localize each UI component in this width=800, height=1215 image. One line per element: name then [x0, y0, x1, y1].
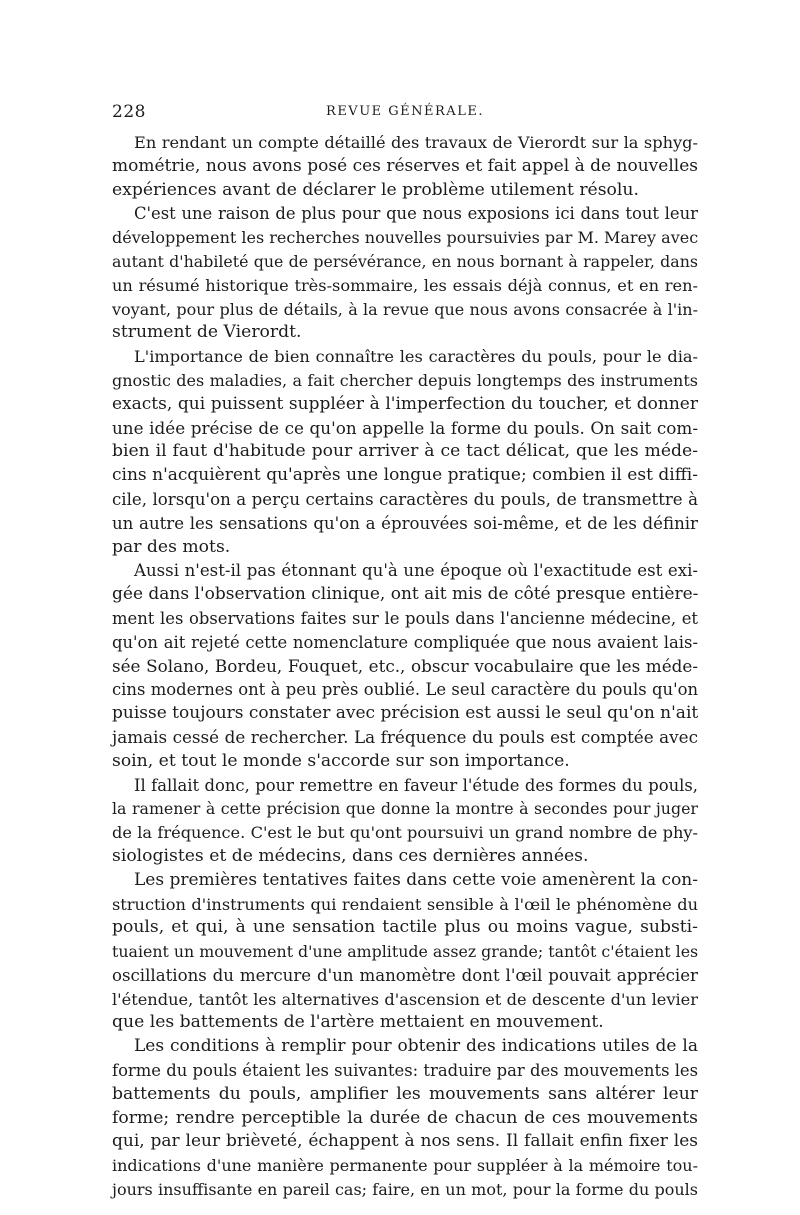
paragraph — [112, 869, 698, 1036]
text-line: L'importance de bien connaître les caractères du pouls, pour le dia- — [134, 347, 698, 367]
text-line: forme du pouls étaient les suivantes: traduire par des mouvements les — [112, 1061, 699, 1081]
text-line: autant d'habileté que de persévérance, en nous bornant à rappeler, dans — [112, 251, 698, 271]
text-line: de la fréquence. C'est le but qu'ont poursuivi un grand nombre de phy- — [112, 823, 698, 843]
text-line: qui, par leur brièveté, échappent à nos sens. Il fallait enfin fixer les — [112, 1131, 698, 1152]
text-line: jours insuffisante en pareil cas; faire, en un mot, pour la forme du pouls — [112, 1180, 698, 1200]
text-line: strument de Vierordt. — [112, 322, 302, 343]
page-number: 228 — [112, 102, 146, 122]
text-line: Les conditions à remplir pour obtenir des indications utiles de la — [134, 1036, 698, 1057]
text-line: indications d'une manière permanente pour suppléer à la mémoire tou- — [112, 1156, 698, 1176]
text-line: qu'on ait rejeté cette nomenclature compliquée que nous avaient lais- — [112, 632, 698, 652]
text-line: gnostic des maladies, a fait chercher depuis longtemps des instruments — [112, 370, 698, 390]
text-line: une idée précise de ce qu'on appelle la forme du pouls. On sait com- — [112, 417, 698, 438]
text-line: Il fallait donc, pour remettre en faveur l'étude des formes du pouls, — [134, 775, 698, 795]
text-line: mométrie, nous avons posé ces réserves et fait appel à de nouvelles — [112, 155, 698, 176]
text-line: C'est une raison de plus pour que nous exposions ici dans tout leur — [134, 204, 698, 224]
text-line: que les battements de l'artère mettaient en mouvement. — [112, 1012, 604, 1033]
text-line: exacts, qui puissent suppléer à l'imperfection du toucher, et donner — [112, 393, 698, 414]
paragraph — [112, 559, 698, 773]
text-line: Aussi n'est-il pas étonnant qu'à une époque où l'exactitude est exi- — [134, 561, 698, 581]
text-line: forme; rendre perceptible la durée de chacun de ces mouvements — [112, 1107, 698, 1128]
text-line: cins modernes ont à peu près oublié. Le seul caractère du pouls qu'on — [112, 680, 698, 700]
paragraph — [112, 345, 698, 559]
text-line: par des mots. — [112, 536, 231, 557]
text-line: l'étendue, tantôt les alternatives d'ascension et de descente d'un levier — [112, 989, 698, 1009]
text-line: expériences avant de déclarer le problème utilement résolu. — [112, 179, 639, 200]
text-line: puisse toujours constater avec précision est aussi le seul qu'on n'ait — [112, 703, 699, 724]
text-line: Les premières tentatives faites dans cette voie amenèrent la con- — [134, 869, 698, 890]
body-text — [112, 131, 698, 1202]
paragraph — [112, 774, 698, 869]
text-line: la ramener à cette précision que donne la montre à secondes pour juger — [112, 799, 698, 819]
paragraph — [112, 1035, 698, 1202]
text-line: cile, lorsqu'on a perçu certains caractères du pouls, de transmettre à — [112, 489, 698, 509]
text-line: un résumé historique très-sommaire, les essais déjà connus, et en ren- — [112, 275, 698, 295]
text-line: gée dans l'observation clinique, ont ait mis de côté presque entière- — [112, 584, 699, 605]
text-line: soin, et tout le monde s'accorde sur son importance. — [112, 750, 570, 771]
text-line: struction d'instruments qui rendaient sensible à l'œil le phénomène du — [112, 894, 698, 914]
text-line: voyant, pour plus de détails, à la revue que nous avons consacrée à l'in- — [112, 299, 698, 319]
text-line: un autre les sensations qu'on a éprouvées soi-même, et de les définir — [112, 513, 698, 533]
text-line: En rendant un compte détaillé des travaux de Vierordt sur la sphyg- — [134, 133, 698, 152]
paragraph — [112, 202, 698, 345]
paragraph — [112, 131, 698, 202]
text-line: jamais cessé de rechercher. La fréquence du pouls est comptée avec — [112, 726, 698, 747]
text-line: tuaient un mouvement d'une amplitude assez grande; tantôt c'étaient les — [112, 942, 699, 962]
running-head — [112, 102, 698, 126]
text-line: sée Solano, Bordeu, Fouquet, etc., obscur vocabulaire que les méde- — [112, 655, 698, 676]
text-line: cins n'acquièrent qu'après une longue pratique; combien il est diffi- — [112, 465, 698, 486]
text-line: ment les observations faites sur le pouls dans l'ancienne médecine, et — [112, 608, 698, 628]
text-line: bien il faut d'habitude pour arriver à ce tact délicat, que les méde- — [112, 441, 698, 462]
text-line: pouls, et qui, à une sensation tactile plus ou moins vague, substi- — [112, 917, 698, 938]
text-line: développement les recherches nouvelles poursuivies par M. Marey avec — [112, 228, 699, 248]
text-line: oscillations du mercure d'un manomètre dont l'œil pouvait apprécier — [112, 965, 698, 985]
text-line: battements du pouls, amplifier les mouvements sans altérer leur — [112, 1083, 698, 1104]
text-line: siologistes et de médecins, dans ces dernières années. — [112, 845, 589, 866]
running-title: REVUE GÉNÉRALE. — [326, 104, 484, 119]
